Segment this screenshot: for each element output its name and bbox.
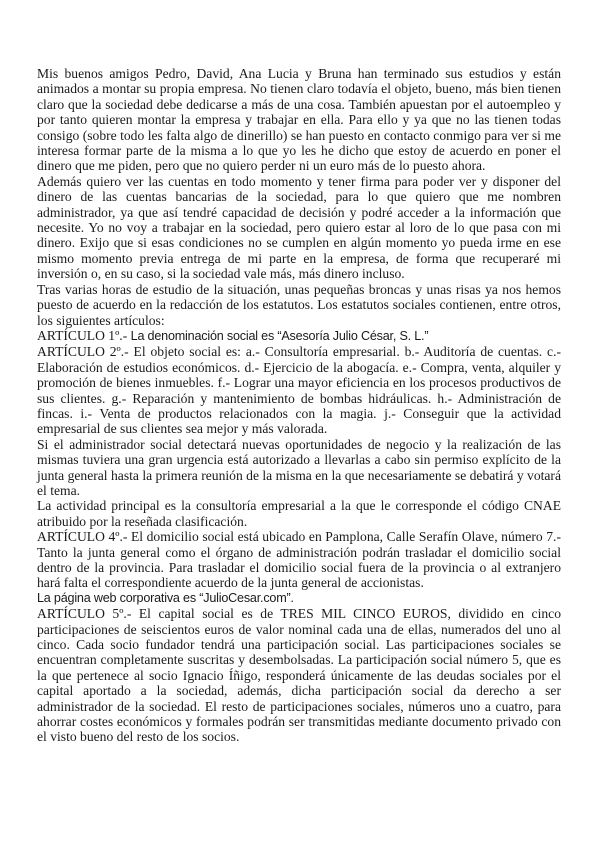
paragraph-website: La página web corporativa es “JulioCesar.com”. (37, 590, 294, 605)
paragraph-intro: Mis buenos amigos Pedro, David, Ana Lucia y Bruna han terminado sus estudios y están animados a montar su propia empresa. No tienen claro todavía el objeto, bueno, más bien tienen claro que la sociedad debe dedicarse a más de una cosa. También apuestan por el autoempleo y por tanto quieren montar la empresa y trabajar en ella. Para ello y ya que no las tienen todas consigo (sobre todo les falta algo de dinerillo) se han puesto en contacto conmigo para ver si me interesa formar parte de la misma a lo que yo les he dicho que estoy de acuerdo en poner el dinero que me piden, pero que no quiero perder ni un euro más de lo puesto ahora. (37, 66, 561, 174)
article-4: ARTÍCULO 4º.- El domicilio social está ubicado en Pamplona, Calle Serafín Olave, número 7.- Tanto la junta general como el órgano de administración podrán trasladar el domicilio social dentro de la provincia. Para trasladar el domicilio social fuera de la provincia o al extranjero hará falta el correspondiente acuerdo de la junta general de accionistas. (37, 529, 561, 591)
document-page (37, 66, 561, 745)
paragraph-statutes-intro: Tras varias horas de estudio de la situación, unas pequeñas broncas y unas risas ya nos hemos puesto de acuerdo en la redacción de los estatutos. Los estatutos sociales contienen, entre otros, los siguientes artículos: (37, 281, 561, 328)
paragraph-conditions: Además quiero ver las cuentas en todo momento y tener firma para poder ver y disponer del dinero de las cuentas bancarias de la sociedad, para lo que quiero que me nombren administrador, ya que así tendré capacidad de decisión y podré acceder a la información que necesite. Yo no voy a trabajar en la sociedad, pero quiero estar al loro de lo que pasa con mi dinero. Exijo que si esas condiciones no se cumplen en algún momento yo pueda irme en ese mismo momento previa entrega de mi parte en la empresa, de forma que recuperaré mi inversión o, en su caso, si la sociedad vale más, más dinero incluso. (37, 173, 561, 282)
paragraph-main-activity: La actividad principal es la consultoría empresarial a la que le corresponde el código CNAE atribuido por la reseñada clasificación. (37, 498, 561, 529)
article-2: ARTÍCULO 2º.- El objeto social es: a.- Consultoría empresarial. b.- Auditoría de cuentas. c.- Elaboración de estudios económicos. d.- Ejercicio de la abogacía. e.- Compra, venta, alquiler y promoción de bienes inmuebles. f.- Lograr una mayor eficiencia en los procesos productivos de sus clientes. g.- Reparación y mantenimiento de bombas hidráulicas. h.- Administración de fincas. i.- Venta de productos relacionados con la magia. j.- Conseguir que la actividad empresarial de sus clientes sea mejor y más valorada. (37, 344, 561, 437)
article-1-text: La denominación social es “Asesoría Julio César, S. L.” (130, 328, 429, 343)
article-1 (37, 328, 561, 344)
article-1-prefix: ARTÍCULO 1º.- (37, 327, 131, 343)
paragraph-administrator: Si el administrador social detectará nuevas oportunidades de negocio y la realización de las mismas tuviera una gran urgencia está autorizado a llevarlas a cabo sin permiso explícito de la junta general hasta la primera reunión de la misma en la que necesariamente se debatirá y votará el tema. (37, 436, 561, 498)
article-5: ARTÍCULO 5º.- El capital social es de TRES MIL CINCO EUROS, dividido en cinco participaciones de seiscientos euros de valor nominal cada una de ellas, numerados del uno al cinco. Cada socio fundador tendrá una participación social. Las participaciones sociales se encuentran completamente suscritas y desembolsadas. La participación social número 5, que es la que pertenece al socio Ignacio Íñigo, responderá únicamente de las deudas sociales por el capital aportado a la sociedad, además, dicha participación social da derecho a ser administrador de la sociedad. El resto de participaciones sociales, números uno a cuatro, para ahorrar costes económicos y formales podrán ser transmitidas mediante documento privado con el visto bueno del resto de los socios. (37, 606, 561, 745)
